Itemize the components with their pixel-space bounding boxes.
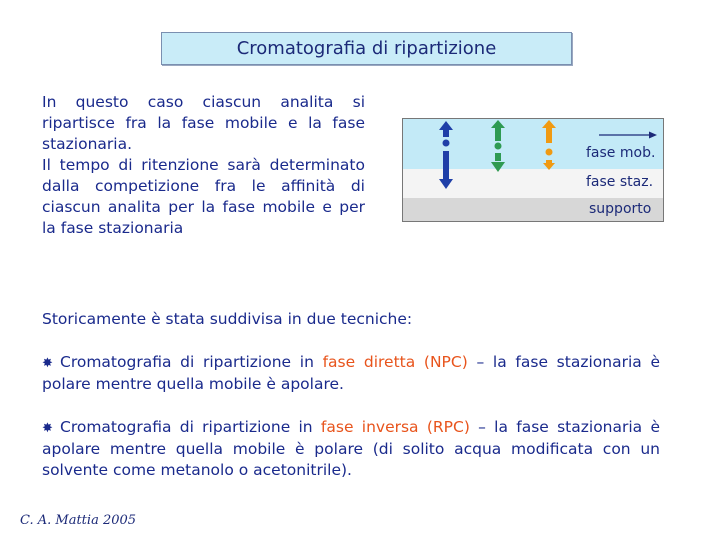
author-footer: C. A. Mattia 2005 [20,513,137,528]
technique-post: – la fase stazionaria è polare mentre quella mobile è apolare. [42,353,660,393]
technique-highlight: fase diretta (NPC) [322,353,468,371]
mobile-phase-label: fase mob. [586,145,656,161]
technique-item-rpc [42,417,660,481]
slide-title [161,32,572,65]
intro-text [42,92,365,239]
technique-highlight: fase inversa (RPC) [320,418,470,436]
technique-item-npc [42,352,660,395]
analyte-1-icon [439,121,453,189]
technique-pre: Cromatografia di ripartizione in [60,353,323,371]
technique-post: – la fase stazionaria è apolare mentre quella mobile è polare (di solito acqua modificata con un solvente come metanolo o acetonitrile). [42,418,660,479]
intro-paragraph-1: In questo caso ciascun analita si ripartisce fra la fase mobile e la fase stazionaria. [42,93,365,153]
partition-diagram [402,118,664,222]
flow-arrow-icon [599,132,657,139]
technique-pre: Cromatografia di ripartizione in [60,418,321,436]
bullet-star-icon: ✸ [42,421,53,436]
bullet-star-icon: ✸ [42,356,53,371]
techniques-heading: Storicamente è stata suddivisa in due tecniche: [42,310,413,328]
stationary-phase-label: fase staz. [586,174,654,190]
analyte-3-icon [542,120,556,170]
support-label: supporto [589,201,652,217]
slide-title-text: Cromatografia di ripartizione [236,38,497,59]
intro-paragraph-2: Il tempo di ritenzione sarà determinato dalla competizione fra le affinità di ciascun analita per la fase mobile e per la fase stazionaria [42,156,365,237]
analyte-2-icon [491,120,505,172]
